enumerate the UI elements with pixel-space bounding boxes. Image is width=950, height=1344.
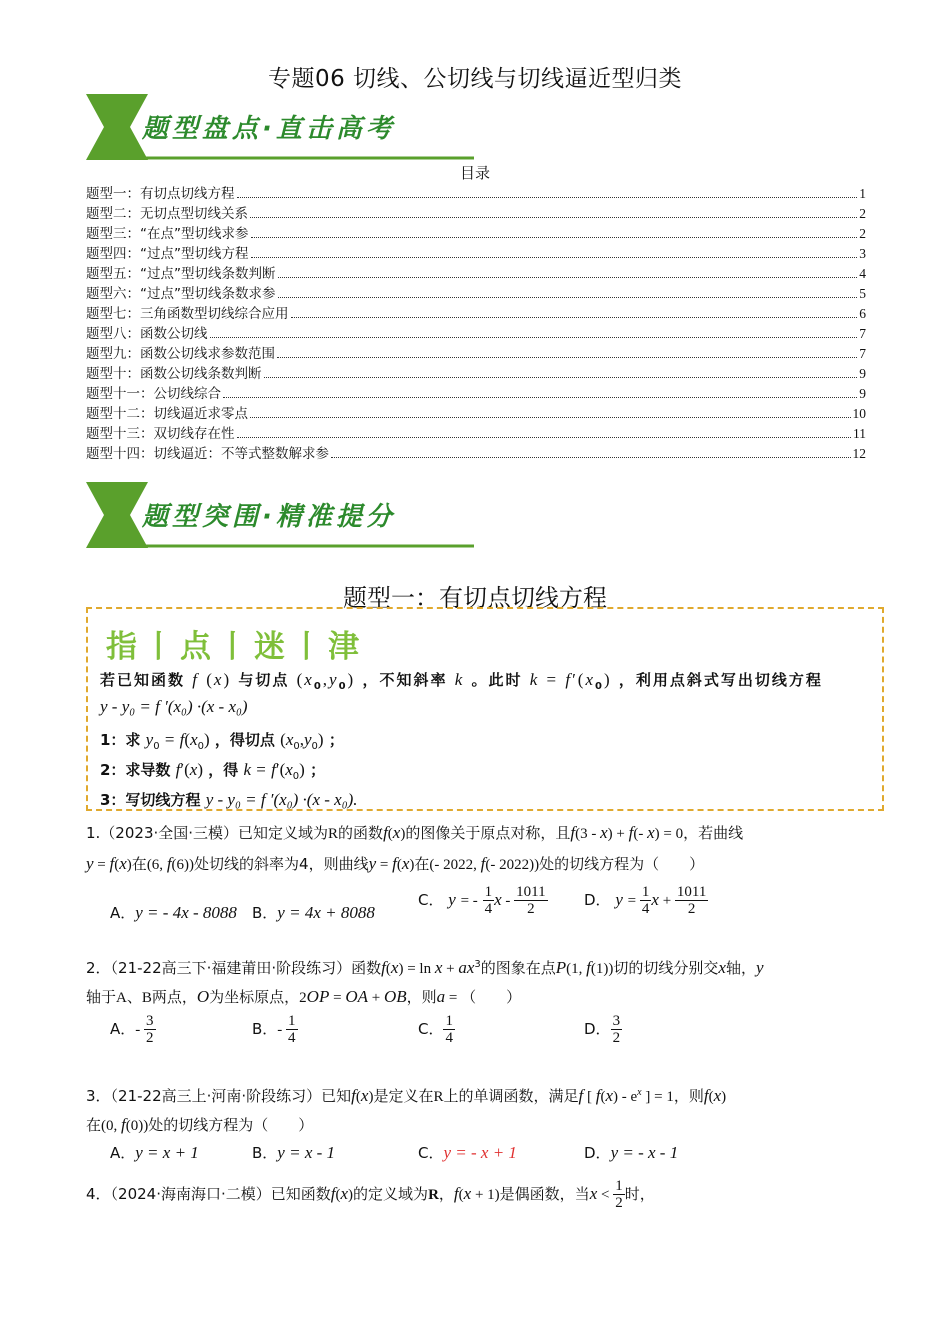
question-1-option-d[interactable]: D． y = $\frac{1}{4}$ x + $\frac{1011}{2}$ bbox=[584, 884, 707, 917]
tip-box bbox=[86, 607, 884, 811]
toc-item[interactable]: 题型十三：双切线存在性 11 bbox=[86, 426, 866, 442]
tip-step-2: 2：求导数 f′(x) ，得 $k = f'(x_0)$ ； bbox=[100, 760, 326, 782]
question-4-line-1: 4．（2024·海南海口·二模）已知函数f(x)的定义域为R，f(x + 1)是偶函数，当x < $\frac{1}{2}$ 时， bbox=[86, 1178, 655, 1211]
toc-item[interactable]: 题型八：函数公切线 7 bbox=[86, 326, 866, 342]
question-3-line-2: 在(0, f(0))处的切线方程为（ ） bbox=[86, 1115, 314, 1134]
question-1-option-a[interactable]: A．y = - 4x - 8088 bbox=[110, 903, 237, 922]
toc-item[interactable]: 题型四：“过点”型切线方程 3 bbox=[86, 246, 866, 262]
toc-item[interactable]: 题型五：“过点”型切线条数判断 4 bbox=[86, 266, 866, 282]
tip-line-1: 若已知函数 f (x) 与切点 $(x_0,y_0)$ ，不知斜率 k 。此时 $k = f'(x_0)$ ，利用点斜式写出切线方程 bbox=[100, 670, 823, 692]
toc-item[interactable]: 题型六：“过点”型切线条数求参 5 bbox=[86, 286, 866, 302]
toc-item[interactable]: 题型三：“在点”型切线求参 2 bbox=[86, 226, 866, 242]
question-3-option-c[interactable]: C．y = - x + 1 bbox=[418, 1143, 517, 1162]
question-2-option-a[interactable]: A．- $\frac{3}{2}$ bbox=[110, 1013, 154, 1046]
table-of-contents bbox=[86, 182, 866, 462]
question-2-option-b[interactable]: B．- $\frac{1}{4}$ bbox=[252, 1013, 296, 1046]
toc-item[interactable]: 题型十：函数公切线条数判断 9 bbox=[86, 366, 866, 382]
tip-step-3: 3：写切线方程 y - y₀ = f ′(x₀) ·(x - x₀). bbox=[100, 790, 358, 809]
toc-item[interactable]: 题型九：函数公切线求参数范围 7 bbox=[86, 346, 866, 362]
question-2-line-1: 2．（21-22高三下·福建莆田·阶段练习）函数$f(x) = \ln x + ax^3$的图象在点P(1, f(1))切的切线分别交x轴，y bbox=[86, 958, 764, 977]
tip-step-1: 1：求 $y_0 = f(x_0)$ ，得切点 $(x_0,y_0)$ ； bbox=[100, 730, 344, 752]
toc-item[interactable]: 题型十一：公切线综合 9 bbox=[86, 386, 866, 402]
toc-heading: 目录 bbox=[459, 164, 490, 182]
question-3-option-d[interactable]: D．y = - x - 1 bbox=[584, 1143, 679, 1162]
question-3-option-b[interactable]: B．y = x - 1 bbox=[252, 1143, 336, 1162]
tip-line-2: y - y₀ = f ′(x₀) ·(x - x₀) bbox=[100, 697, 248, 716]
question-1-line-2: y = f(x)在(6, f(6))处切线的斜率为4，则曲线y = f(x)在(- 2022, f(- 2022))处的切线方程为（ ） bbox=[86, 854, 705, 873]
toc-item[interactable]: 题型七：三角函数型切线综合应用 6 bbox=[86, 306, 866, 322]
question-2-option-d[interactable]: D． $\frac{3}{2}$ bbox=[584, 1013, 621, 1046]
banner-breakthrough bbox=[86, 482, 478, 548]
section-title: 题型一：有切点切线方程 bbox=[343, 584, 607, 612]
question-3-option-a[interactable]: A．y = x + 1 bbox=[110, 1143, 199, 1162]
question-2-line-2: 轴于A、B两点，O为坐标原点，2OP = OA + OB，则a = （ ） bbox=[86, 987, 522, 1006]
toc-item[interactable]: 题型十四：切线逼近：不等式整数解求参 12 bbox=[86, 446, 866, 462]
banner-overview bbox=[86, 94, 478, 160]
question-1-option-b[interactable]: B．y = 4x + 8088 bbox=[252, 903, 375, 922]
question-3-line-1: 3．（21-22高三上·河南·阶段练习）已知f(x)是定义在R上的单调函数，满足f [ $f(x) - e^x$ ] = 1，则f(x) bbox=[86, 1086, 727, 1105]
toc-item[interactable]: 题型二：无切点型切线关系 2 bbox=[86, 206, 866, 222]
banner-breakthrough-text: 题型突围·精准提分 bbox=[142, 502, 396, 532]
document-title: 专题06 切线、公切线与切线逼近型归类 bbox=[267, 66, 683, 92]
question-1-line-1: 1.（2023·全国·三模）已知定义域为R的函数f(x)的图像关于原点对称，且f(3 - x) + f(- x) = 0，若曲线 bbox=[86, 823, 744, 842]
question-2-option-c[interactable]: C． $\frac{1}{4}$ bbox=[418, 1013, 453, 1046]
tip-heading: 指丨点丨迷丨津 bbox=[106, 629, 365, 665]
banner-overview-text: 题型盘点·直击高考 bbox=[142, 114, 396, 144]
toc-item[interactable]: 题型十二：切线逼近求零点 10 bbox=[86, 406, 866, 422]
question-1-option-c[interactable]: C． y = - $\frac{1}{4}$ x - $\frac{1011}{2}$ bbox=[418, 884, 546, 917]
toc-item[interactable]: 题型一：有切点切线方程 1 bbox=[86, 186, 866, 202]
